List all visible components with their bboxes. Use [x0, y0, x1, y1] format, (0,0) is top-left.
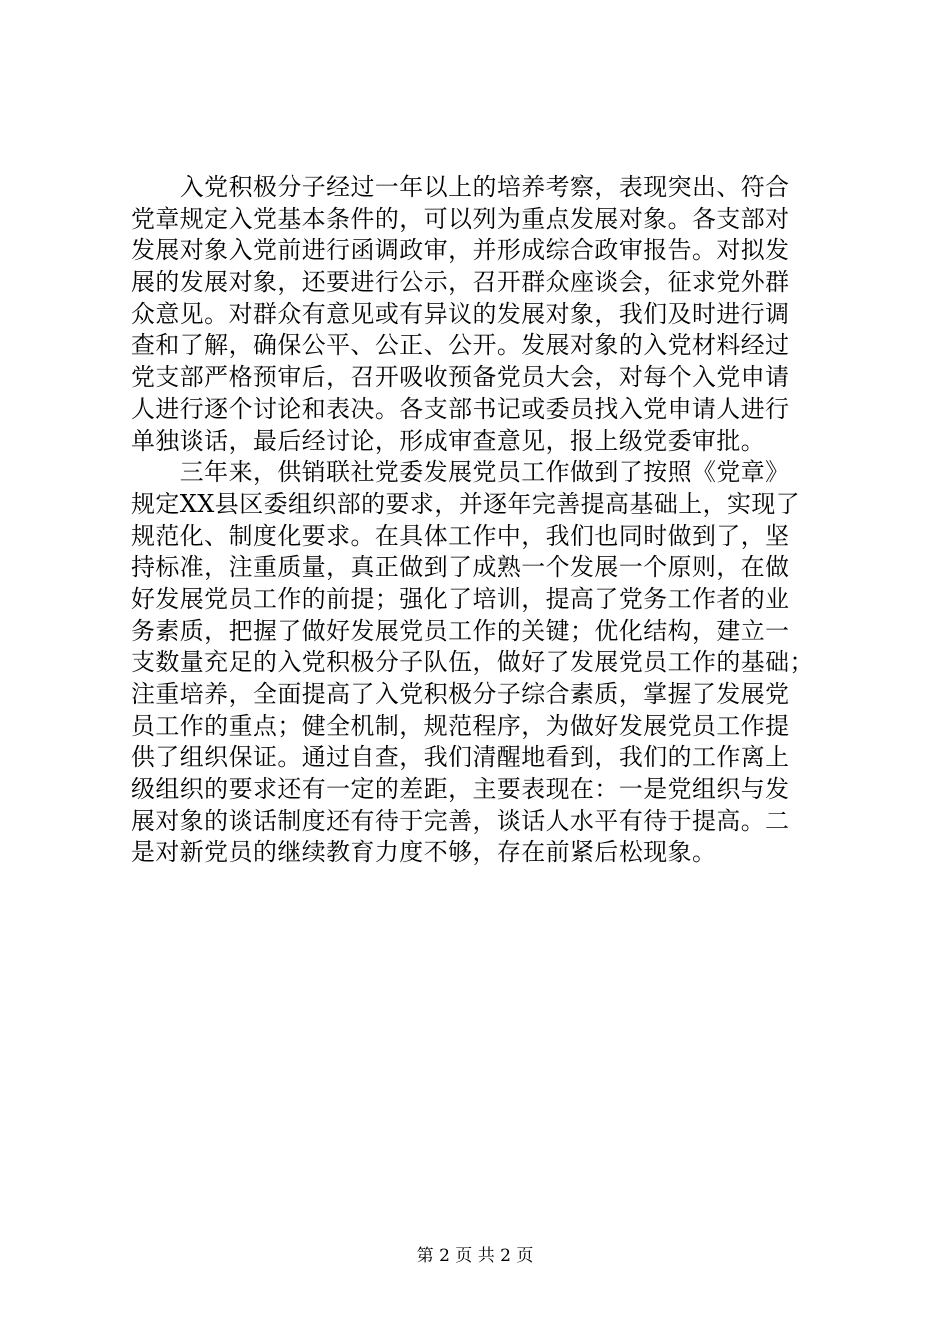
text-line: 三年来，供销联社党委发展党员工作做到了按照《党章》 — [131, 458, 790, 487]
text-line: 众意见。对群众有意见或有异议的发展对象，我们及时进行调 — [131, 299, 790, 328]
text-line: 党支部严格预审后，召开吸收预备党员大会，对每个入党申请 — [131, 363, 790, 392]
text-line: 展的发展对象，还要进行公示，召开群众座谈会，征求党外群 — [131, 268, 790, 297]
text-line: 务素质，把握了做好发展党员工作的关键；优化结构，建立一 — [131, 616, 790, 645]
text-line: 单独谈话，最后经讨论，形成审查意见，报上级党委审批。 — [131, 426, 766, 455]
text-line: 人进行逐个讨论和表决。各支部书记或委员找入党申请人进行 — [131, 394, 790, 423]
text-line: 是对新党员的继续教育力度不够，存在前紧后松现象。 — [131, 838, 717, 867]
document-body — [131, 172, 823, 869]
text-line: 供了组织保证。通过自查，我们清醒地看到，我们的工作离上 — [131, 743, 790, 772]
text-line: 员工作的重点；健全机制，规范程序，为做好发展党员工作提 — [131, 711, 790, 740]
text-line: 党章规定入党基本条件的，可以列为重点发展对象。各支部对 — [131, 204, 790, 233]
text-line: 支数量充足的入党积极分子队伍，做好了发展党员工作的基础； — [131, 648, 814, 677]
text-line: 入党积极分子经过一年以上的培养考察，表现突出、符合 — [131, 173, 790, 201]
text-line: 规范化、制度化要求。在具体工作中，我们也同时做到了，坚 — [131, 521, 790, 550]
text-line: 级组织的要求还有一定的差距，主要表现在：一是党组织与发 — [131, 775, 790, 804]
text-line: 查和了解，确保公平、公正、公开。发展对象的入党材料经过 — [131, 331, 790, 360]
text-line: 发展对象入党前进行函调政审，并形成综合政审报告。对拟发 — [131, 236, 790, 265]
text-line: 展对象的谈话制度还有待于完善，谈话人水平有待于提高。二 — [131, 806, 790, 835]
text-line: 注重培养，全面提高了入党积极分子综合素质，掌握了发展党 — [131, 680, 790, 708]
text-line: 好发展党员工作的前提；强化了培训，提高了党务工作者的业 — [131, 584, 790, 613]
text-line: 持标准，注重质量，真正做到了成熟一个发展一个原则，在做 — [131, 553, 790, 582]
page-number-footer: 第 2 页 共 2 页 — [416, 1246, 534, 1266]
text-line: 规定XX县区委组织部的要求，并逐年完善提高基础上，实现了 — [131, 489, 801, 518]
